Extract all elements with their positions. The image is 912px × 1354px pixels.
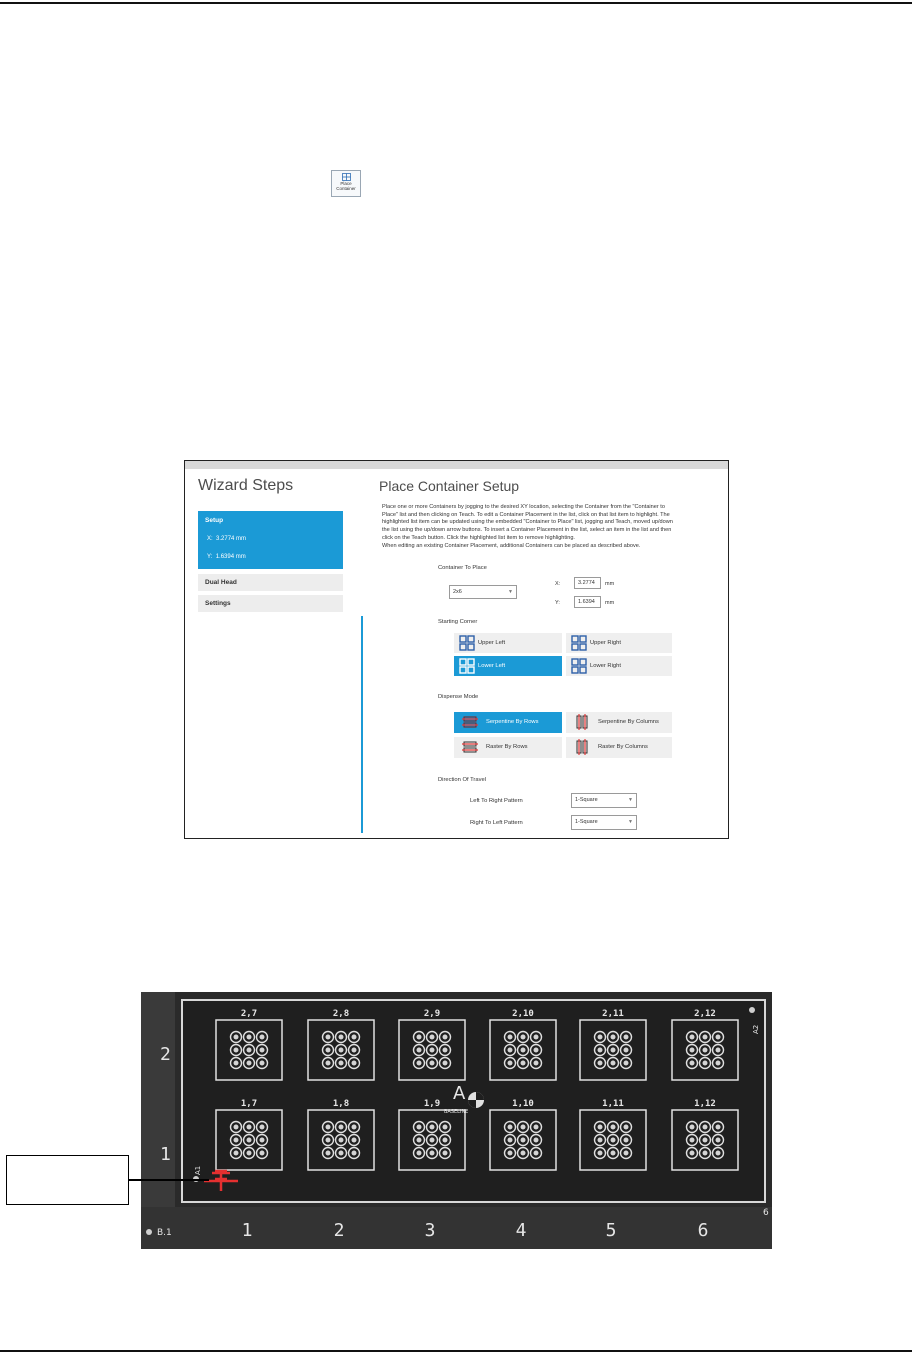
raster-rows-icon [459, 739, 481, 755]
corner-lower-left[interactable]: Lower Left [454, 656, 562, 676]
well-center [521, 1138, 526, 1143]
well-center [260, 1061, 265, 1066]
well-center [598, 1151, 603, 1156]
well-center [260, 1151, 265, 1156]
well-center [703, 1048, 708, 1053]
well-center [624, 1048, 629, 1053]
well-center [703, 1035, 708, 1040]
well-center [534, 1125, 539, 1130]
well-center [611, 1048, 616, 1053]
well-center [417, 1035, 422, 1040]
well-center [690, 1125, 695, 1130]
well-center [352, 1125, 357, 1130]
place-container-label-2: Container [336, 186, 356, 191]
y-field[interactable]: 1.6394 [574, 596, 601, 608]
well-label: 1,8 [332, 1099, 350, 1109]
well-label: 1,7 [240, 1099, 258, 1109]
well-center [703, 1138, 708, 1143]
well-center [339, 1061, 344, 1066]
well-label: 1,9 [423, 1099, 441, 1109]
row-label: 2 [160, 1044, 171, 1065]
direction-of-travel-label: Direction Of Travel [438, 777, 486, 783]
plate-photo [141, 992, 772, 1249]
bottom-rule [0, 1350, 912, 1352]
well-center [260, 1048, 265, 1053]
raster-columns-icon [574, 739, 590, 755]
corner-upper-left[interactable]: Upper Left [454, 633, 562, 653]
well-center [352, 1048, 357, 1053]
well-center [417, 1138, 422, 1143]
step-setup[interactable] [198, 511, 343, 569]
well-center [716, 1061, 721, 1066]
well-center [430, 1035, 435, 1040]
well-center [598, 1125, 603, 1130]
mode-raster-rows[interactable]: Raster By Rows [454, 737, 562, 758]
well-center [430, 1138, 435, 1143]
place-container-button[interactable] [331, 170, 361, 197]
well-center [352, 1138, 357, 1143]
well-center [534, 1138, 539, 1143]
starting-corner-label: Starting Corner [438, 619, 478, 625]
well-center [443, 1035, 448, 1040]
well-center [443, 1061, 448, 1066]
page-title: Place Container Setup [379, 478, 520, 494]
step-setup-label: Setup [205, 517, 224, 524]
well-center [234, 1138, 239, 1143]
serpentine-columns-icon [574, 714, 590, 730]
well-center [598, 1048, 603, 1053]
plate-center-letter: A [453, 1083, 466, 1104]
well-center [508, 1048, 513, 1053]
upper-left-corner-icon [459, 635, 475, 651]
mode-serpentine-rows[interactable]: Serpentine By Rows [454, 712, 562, 733]
top-rule [0, 2, 912, 4]
well-label: 2,10 [512, 1009, 534, 1019]
well-center [443, 1125, 448, 1130]
well-center [430, 1061, 435, 1066]
well-center [521, 1048, 526, 1053]
well-center [326, 1061, 331, 1066]
well-center [352, 1151, 357, 1156]
well-center [247, 1061, 252, 1066]
well-center [508, 1125, 513, 1130]
well-label: 2,11 [602, 1009, 624, 1019]
ltr-pattern-label: Left To Right Pattern [470, 798, 523, 804]
x-unit: mm [605, 581, 615, 587]
well-center [690, 1138, 695, 1143]
well-center [624, 1035, 629, 1040]
panel-divider [361, 616, 363, 833]
chevron-down-icon: ▼ [508, 589, 513, 595]
well-center [716, 1035, 721, 1040]
instructions-text: Place one or more Containers by jogging to the desired XY location, selecting the Container from the "Container to Place" list and then clicking on Teach. To edit a Container Placement in the list, click on that list item to highlight. The highlighted list item can be updated using the embedded "Container to Place" list, jogging and Teach, moved up/down the list using the up/down arrow buttons. To insert a Container Placement in the list, select an item in the list and then click on the Teach button. Click the highlighted list item to remove highlighting. When editing an existing Container Placement, additional Containers can be placed as described above. [382, 504, 673, 549]
well-center [611, 1151, 616, 1156]
well-center [716, 1048, 721, 1053]
upper-right-corner-icon [571, 635, 587, 651]
well-center [339, 1151, 344, 1156]
well-center [417, 1048, 422, 1053]
plate-drawing [141, 992, 772, 1249]
well-center [690, 1048, 695, 1053]
well-center [611, 1035, 616, 1040]
well-center [339, 1138, 344, 1143]
mode-raster-columns[interactable]: Raster By Columns [566, 737, 672, 758]
well-center [247, 1138, 252, 1143]
well-center [430, 1125, 435, 1130]
well-center [247, 1125, 252, 1130]
wizard-steps-panel [185, 469, 343, 838]
well-center [508, 1035, 513, 1040]
well-center [234, 1125, 239, 1130]
serpentine-rows-icon [459, 714, 481, 730]
corner-lower-right[interactable]: Lower Right [566, 656, 672, 676]
column-label: 1 [241, 1220, 253, 1241]
lower-right-corner-icon [571, 658, 587, 674]
rtl-pattern-label: Right To Left Pattern [470, 820, 523, 826]
well-center [234, 1035, 239, 1040]
container-to-place-label: Container To Place [438, 565, 487, 571]
chevron-down-icon: ▼ [628, 819, 633, 825]
well-center [534, 1151, 539, 1156]
lower-left-corner-icon [459, 658, 475, 674]
well-center [326, 1125, 331, 1130]
step-setup-x: X: 3.2774 mm [207, 536, 247, 542]
well-center [624, 1138, 629, 1143]
plate-corner-a2: A2 [752, 1024, 760, 1034]
wizard-window [184, 460, 729, 839]
plate-corner-a1: A1 [194, 1165, 202, 1175]
well-center [234, 1048, 239, 1053]
x-field[interactable]: 3.2774 [574, 577, 601, 589]
window-title-bar [185, 461, 728, 469]
well-center [703, 1151, 708, 1156]
plate-edge-six: 6 [763, 1208, 769, 1218]
well-center [352, 1035, 357, 1040]
callout-box [6, 1155, 129, 1205]
well-center [326, 1035, 331, 1040]
well-center [703, 1125, 708, 1130]
plate-center-text: BASELINE [444, 1109, 469, 1115]
well-center [260, 1125, 265, 1130]
well-center [417, 1125, 422, 1130]
well-center [417, 1061, 422, 1066]
column-label: 6 [697, 1220, 709, 1241]
well-center [690, 1035, 695, 1040]
well-center [234, 1061, 239, 1066]
fiducial-dot [146, 1229, 152, 1235]
well-center [443, 1048, 448, 1053]
well-center [534, 1035, 539, 1040]
grid-icon [342, 173, 351, 181]
well-center [716, 1125, 721, 1130]
well-center [521, 1061, 526, 1066]
row-label: 1 [160, 1144, 171, 1165]
well-center [598, 1035, 603, 1040]
fiducial-dot [749, 1007, 755, 1013]
column-label: 2 [333, 1220, 345, 1241]
well-center [260, 1138, 265, 1143]
well-center [521, 1125, 526, 1130]
well-center [611, 1138, 616, 1143]
well-center [690, 1151, 695, 1156]
well-center [716, 1151, 721, 1156]
well-label: 2,9 [423, 1009, 441, 1019]
well-center [339, 1125, 344, 1130]
ltr-pattern-select[interactable]: 1-Square ▼ [571, 793, 637, 808]
column-label: 3 [424, 1220, 436, 1241]
well-center [247, 1035, 252, 1040]
well-label: 2,12 [694, 1009, 716, 1019]
well-center [716, 1138, 721, 1143]
dispense-mode-label: Dispense Mode [438, 694, 479, 700]
well-center [703, 1061, 708, 1066]
mode-serpentine-columns[interactable]: Serpentine By Columns [566, 712, 672, 733]
well-center [417, 1151, 422, 1156]
well-center [690, 1061, 695, 1066]
well-label: 2,7 [240, 1009, 258, 1019]
callout-leader-line [129, 1179, 209, 1181]
well-label: 1,11 [602, 1099, 624, 1109]
well-center [352, 1061, 357, 1066]
well-center [339, 1035, 344, 1040]
plate-corner-b1: B.1 [157, 1228, 172, 1238]
well-center [624, 1125, 629, 1130]
container-select[interactable]: 2x6 ▼ [449, 585, 517, 599]
well-center [598, 1061, 603, 1066]
corner-upper-right[interactable]: Upper Right [566, 633, 672, 653]
step-setup-y: Y: 1.6394 mm [207, 554, 246, 560]
well-center [521, 1151, 526, 1156]
rtl-pattern-select[interactable]: 1-Square ▼ [571, 815, 637, 830]
y-label: Y: [555, 600, 560, 606]
well-center [508, 1151, 513, 1156]
step-dual-head[interactable]: Dual Head [198, 574, 343, 591]
place-container-label-1: Place [340, 181, 352, 186]
well-center [624, 1151, 629, 1156]
well-center [508, 1138, 513, 1143]
well-center [234, 1151, 239, 1156]
well-label: 2,8 [332, 1009, 350, 1019]
well-center [260, 1035, 265, 1040]
well-center [326, 1048, 331, 1053]
step-settings[interactable]: Settings [198, 595, 343, 612]
well-center [443, 1151, 448, 1156]
well-label: 1,10 [512, 1099, 534, 1109]
well-center [443, 1138, 448, 1143]
well-center [247, 1048, 252, 1053]
well-center [534, 1061, 539, 1066]
chevron-down-icon: ▼ [628, 797, 633, 803]
well-center [430, 1048, 435, 1053]
y-unit: mm [605, 600, 615, 606]
well-center [624, 1061, 629, 1066]
well-center [430, 1151, 435, 1156]
well-center [611, 1061, 616, 1066]
well-center [534, 1048, 539, 1053]
well-center [611, 1125, 616, 1130]
well-center [521, 1035, 526, 1040]
column-label: 5 [605, 1220, 617, 1241]
well-center [247, 1151, 252, 1156]
well-center [326, 1151, 331, 1156]
well-label: 1,12 [694, 1099, 716, 1109]
wizard-steps-heading: Wizard Steps [198, 477, 294, 494]
x-label: X: [555, 581, 561, 587]
well-center [598, 1138, 603, 1143]
well-center [339, 1048, 344, 1053]
well-center [508, 1061, 513, 1066]
well-center [326, 1138, 331, 1143]
column-label: 4 [515, 1220, 527, 1241]
